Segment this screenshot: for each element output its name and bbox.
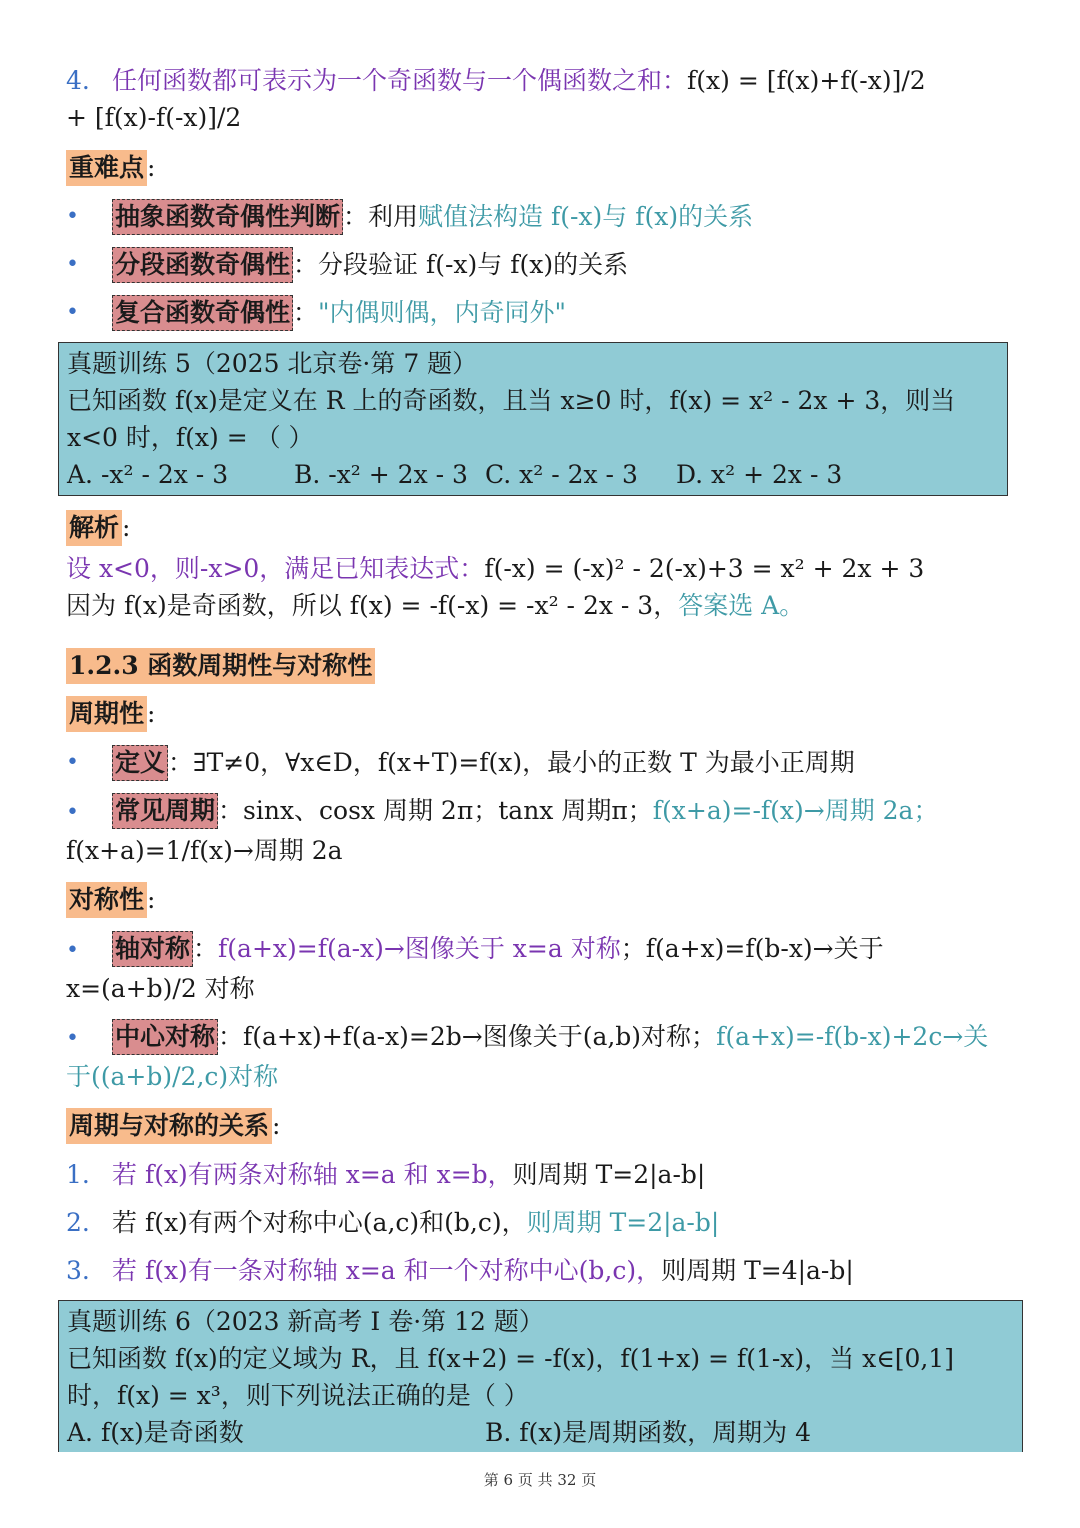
- term-abstract: 抽象函数奇偶性判断: [112, 199, 343, 235]
- bullet-icon: •: [66, 800, 79, 825]
- period-common: • 常见周期 ：sinx、cosx 周期 2π；tanx 周期π；f(x+a)=-f(x)→周期 2a； f(x+a)=1/f(x)→周期 2a: [66, 792, 1016, 870]
- difficulty-item-composite: • 复合函数奇偶性 ："内偶则偶，内奇同外": [66, 294, 1016, 332]
- relation-item-1: 1. 若 f(x)有两条对称轴 x=a 和 x=b，则周期 T=2|a-b|: [66, 1160, 706, 1189]
- term-common-period: 常见周期: [112, 793, 218, 829]
- page-content: [66, 62, 1016, 1300]
- bullet-icon: •: [66, 204, 79, 229]
- exercise-6-line1: 已知函数 f(x)的定义域为 R，且 f(x+2) = -f(x)，f(1+x) = f(1-x)，当 x∈[0,1]: [67, 1344, 954, 1373]
- symmetry-label: 对称性: [66, 882, 147, 918]
- difficulty-item-abstract: • 抽象函数奇偶性判断 ：利用赋值法构造 f(-x)与 f(x)的关系: [66, 198, 1016, 236]
- period-heading: 周期性 :: [66, 694, 1016, 734]
- difficulty-heading: 重难点 :: [66, 148, 1016, 188]
- item-4-formula: f(x) = [f(x)+f(-x)]/2: [687, 66, 926, 95]
- option-b: B. f(x)是周期函数，周期为 4: [485, 1418, 811, 1447]
- exercise-5-line2: x<0 时，f(x) = （ ）: [67, 423, 314, 452]
- symmetry-axis: • 轴对称 ：f(a+x)=f(a-x)→图像关于 x=a 对称；f(a+x)=f(b-x)→关于 x=(a+b)/2 对称: [66, 930, 1016, 1008]
- exercise-5-options: [67, 456, 999, 493]
- item-4-formula-cont: + [f(x)-f(-x)]/2: [66, 103, 242, 132]
- section-title: 1.2.3 函数周期性与对称性: [66, 648, 375, 684]
- term-definition: 定义: [112, 745, 168, 781]
- item-4-text: 任何函数都可表示为一个奇函数与一个偶函数之和：: [112, 66, 688, 95]
- option-d: D. x² + 2x - 3: [676, 460, 843, 489]
- page-footer: 第 6 页 共 32 页: [483, 1471, 597, 1489]
- analysis-heading: 解析 :: [66, 508, 1016, 548]
- option-c: C. x² - 2x - 3: [485, 460, 638, 489]
- period-definition: • 定义 ：∃T≠0，∀x∈D，f(x+T)=f(x)，最小的正数 T 为最小正周期: [66, 744, 1016, 782]
- symmetry-heading: 对称性 :: [66, 880, 1016, 920]
- option-a: A. -x² - 2x - 3: [67, 460, 229, 489]
- term-axis-symmetry: 轴对称: [112, 931, 193, 967]
- bullet-icon: •: [66, 750, 79, 775]
- exercise-6-box: [58, 1300, 1023, 1452]
- exercise-6-line2: 时，f(x) = x³，则下列说法正确的是（ ）: [67, 1381, 529, 1410]
- option-b: B. -x² + 2x - 3: [294, 460, 468, 489]
- analysis-label: 解析: [66, 510, 122, 546]
- exercise-5-line1: 已知函数 f(x)是定义在 R 上的奇函数，且当 x≥0 时，f(x) = x² - 2x + 3，则当: [67, 386, 956, 415]
- exercise-6-title: 真题训练 6（2023 新高考 I 卷·第 12 题）: [67, 1307, 544, 1336]
- exercise-5-title: 真题训练 5（2025 北京卷·第 7 题）: [67, 349, 478, 378]
- option-a: A. f(x)是奇函数: [67, 1418, 244, 1447]
- exercise-6-options: [67, 1414, 1014, 1451]
- item-4: [66, 62, 1016, 136]
- period-label: 周期性: [66, 696, 147, 732]
- bullet-icon: •: [66, 300, 79, 325]
- analysis-line1: 设 x<0，则-x>0，满足已知表达式：f(-x) = (-x)² - 2(-x)+3 = x² + 2x + 3: [66, 554, 925, 583]
- bullet-icon: •: [66, 252, 79, 277]
- section-heading: [66, 646, 1016, 686]
- difficulty-label: 重难点: [66, 150, 147, 186]
- term-piecewise: 分段函数奇偶性: [112, 247, 293, 283]
- term-center-symmetry: 中心对称: [112, 1019, 218, 1055]
- term-composite: 复合函数奇偶性: [112, 295, 293, 331]
- relation-item-3: 3. 若 f(x)有一条对称轴 x=a 和一个对称中心(b,c)，则周期 T=4|a-b|: [66, 1256, 854, 1285]
- bullet-icon: •: [66, 1026, 79, 1051]
- analysis-line2: 因为 f(x)是奇函数，所以 f(x) = -f(-x) = -x² - 2x - 3，答案选 A。: [66, 591, 805, 620]
- item-4-number: 4.: [66, 66, 90, 95]
- relation-label: 周期与对称的关系: [66, 1108, 272, 1144]
- relation-item-2: 2. 若 f(x)有两个对称中心(a,c)和(b,c)，则周期 T=2|a-b|: [66, 1208, 720, 1237]
- bullet-icon: •: [66, 938, 79, 963]
- exercise-5-box: [58, 342, 1008, 496]
- symmetry-center: • 中心对称 ：f(a+x)+f(a-x)=2b→图像关于(a,b)对称；f(a+x)=-f(b-x)+2c→关 于((a+b)/2,c)对称: [66, 1018, 1016, 1096]
- difficulty-item-piecewise: • 分段函数奇偶性 ：分段验证 f(-x)与 f(x)的关系: [66, 246, 1016, 284]
- relation-heading: 周期与对称的关系 :: [66, 1106, 1016, 1146]
